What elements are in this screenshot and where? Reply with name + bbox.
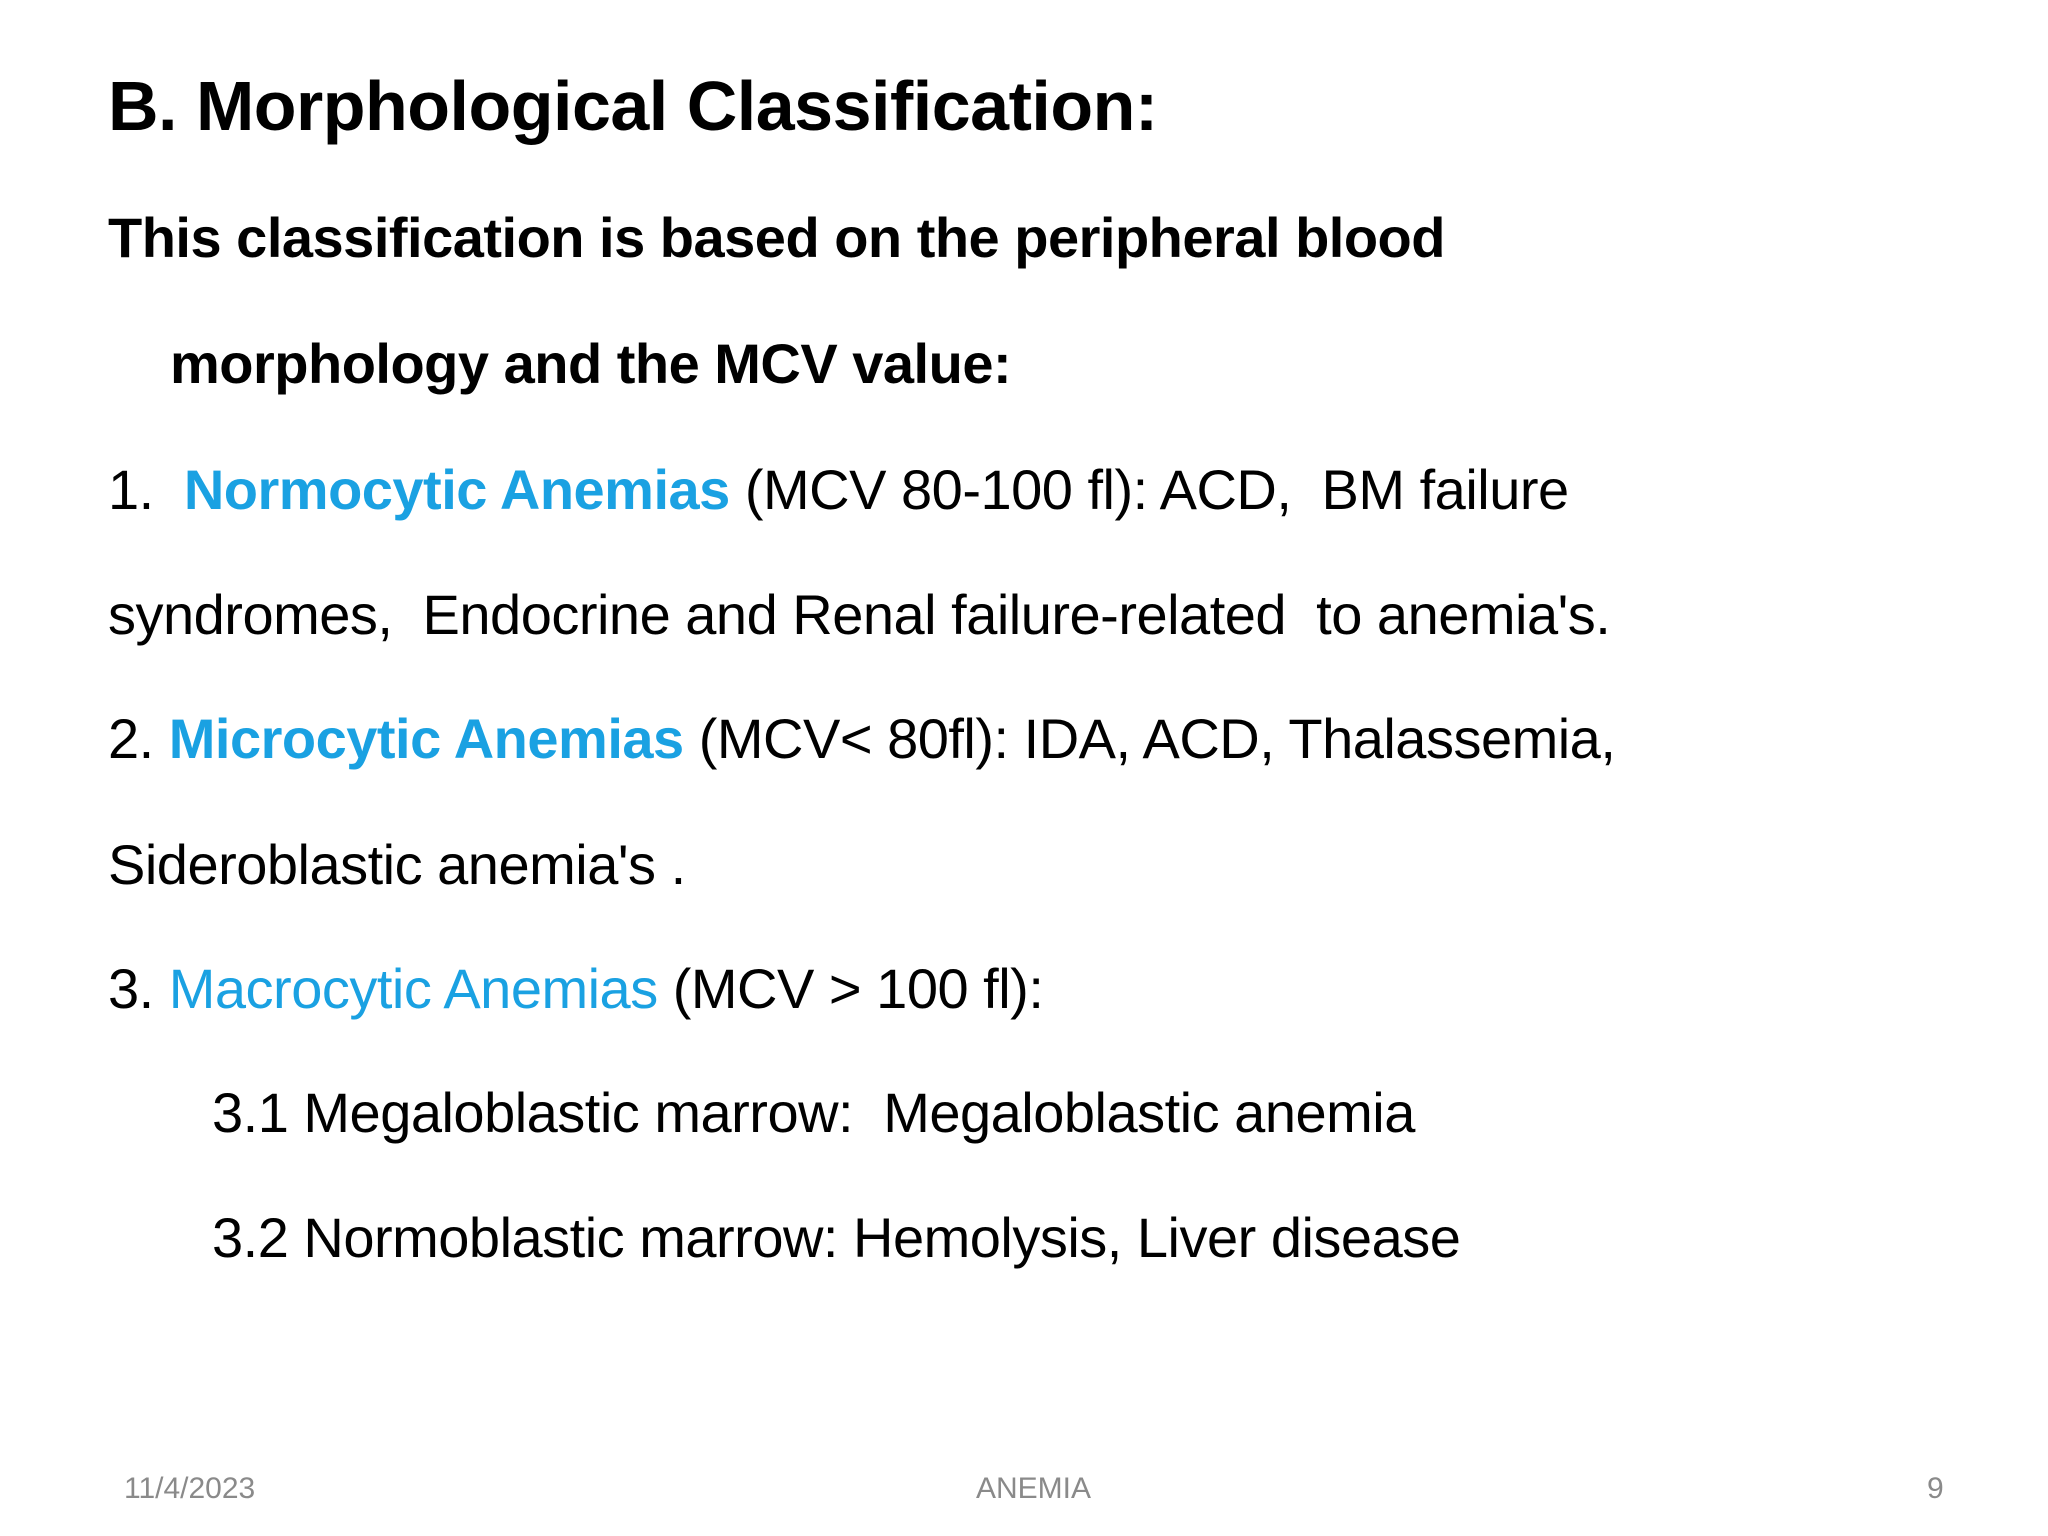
macrocytic-details: (MCV > 100 fl):	[657, 957, 1044, 1020]
microcytic-item	[108, 707, 1616, 770]
normocytic-details: (MCV 80-100 fl): ACD, BM failure	[729, 458, 1569, 521]
microcytic-details: (MCV< 80fl): IDA, ACD, Thalassemia,	[683, 707, 1616, 770]
slide-title: B. Morphological Classification:	[108, 67, 1158, 145]
footer-page-number: 9	[1927, 1472, 1944, 1505]
normocytic-details-continued: syndromes, Endocrine and Renal failure-related to anemia's.	[108, 583, 1611, 646]
footer-title: ANEMIA	[976, 1472, 1092, 1505]
intro-line-2: morphology and the MCV value:	[170, 332, 1012, 395]
normocytic-item	[108, 458, 1569, 521]
macrocytic-subitem-megaloblastic: 3.1 Megaloblastic marrow: Megaloblastic anemia	[212, 1081, 1415, 1144]
item-number: 2.	[108, 707, 169, 770]
microcytic-heading: Microcytic Anemias	[168, 707, 684, 770]
item-number: 1.	[108, 458, 184, 521]
macrocytic-subitem-normoblastic: 3.2 Normoblastic marrow: Hemolysis, Liver disease	[212, 1206, 1461, 1269]
footer-date: 11/4/2023	[124, 1472, 256, 1505]
intro-line-1: This classification is based on the peripheral blood	[108, 206, 1445, 269]
normocytic-heading: Normocytic Anemias	[183, 458, 730, 521]
macrocytic-heading: Macrocytic Anemias	[168, 957, 658, 1020]
macrocytic-item	[108, 957, 1044, 1020]
microcytic-details-continued: Sideroblastic anemia's .	[108, 833, 686, 896]
item-number: 3.	[108, 957, 169, 1020]
